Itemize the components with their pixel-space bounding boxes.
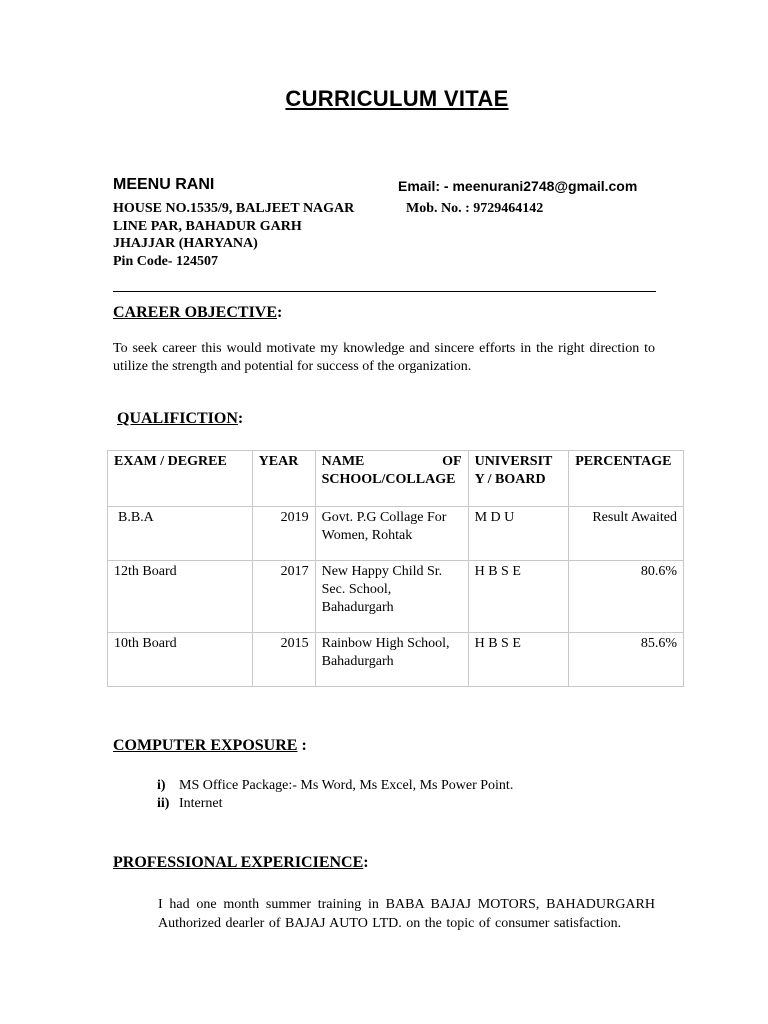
document-title: CURRICULUM VITAE xyxy=(285,86,509,111)
career-objective-text: To seek career this would motivate my knowledge and sincere efforts in the right direction to utilize the strength and potential for success of the organization. xyxy=(113,341,655,374)
table-row xyxy=(108,561,684,633)
address-line: LINE PAR, BAHADUR GARH xyxy=(113,218,302,234)
career-objective-heading xyxy=(113,304,282,322)
cell-year: 2015 xyxy=(252,633,315,687)
computer-skills-list xyxy=(157,777,513,813)
table-row xyxy=(108,507,684,561)
cell-exam: 10th Board xyxy=(108,633,253,687)
header-percentage: PERCENTAGE xyxy=(569,451,684,507)
professional-experience-text: I had one month summer training in BABA BAJAJ MOTORS, BAHADURGARH Authorized dearler of BAJAJ AUTO LTD. on the topic of consumer satisfaction. xyxy=(158,897,655,931)
table-header-row xyxy=(108,451,684,507)
career-heading-label: CAREER OBJECTIVE xyxy=(113,304,278,321)
cell-year: 2019 xyxy=(252,507,315,561)
cell-exam: 12th Board xyxy=(108,561,253,633)
cell-board: H B S E xyxy=(468,633,569,687)
list-item-text: Internet xyxy=(179,796,223,811)
list-item xyxy=(157,777,513,795)
professional-experience-heading xyxy=(113,854,369,872)
header-divider xyxy=(113,291,656,292)
cell-percentage: Result Awaited xyxy=(569,507,684,561)
qualification-heading-colon: : xyxy=(237,410,244,427)
list-marker: ii) xyxy=(157,796,170,811)
cell-percentage: 85.6% xyxy=(569,633,684,687)
header-exam: EXAM / DEGREE xyxy=(108,451,253,507)
mobile-number: Mob. No. : 9729464142 xyxy=(406,201,544,216)
candidate-name: MEENU RANI xyxy=(113,176,215,193)
cell-school: New Happy Child Sr. Sec. School, Bahadurgarh xyxy=(315,561,468,633)
professional-heading-colon: : xyxy=(363,854,369,871)
email-address: Email: - meenurani2748@gmail.com xyxy=(398,178,638,194)
address-line: JHAJJAR (HARYANA) xyxy=(113,236,258,251)
cell-school: Rainbow High School, Bahadurgarh xyxy=(315,633,468,687)
computer-heading-label: COMPUTER EXPOSURE xyxy=(113,737,298,754)
qualification-table xyxy=(107,450,684,687)
qualification-heading-label: QUALIFICTION xyxy=(117,410,238,427)
list-item xyxy=(157,795,513,813)
list-marker: i) xyxy=(157,778,166,793)
cell-school: Govt. P.G Collage For Women, Rohtak xyxy=(315,507,468,561)
qualification-heading xyxy=(117,410,243,428)
postal-address xyxy=(113,200,354,270)
table-row xyxy=(108,633,684,687)
computer-heading-colon: : xyxy=(297,737,307,754)
cell-board: H B S E xyxy=(468,561,569,633)
cell-percentage: 80.6% xyxy=(569,561,684,633)
computer-exposure-heading xyxy=(113,737,307,755)
pin-code: Pin Code- 124507 xyxy=(113,253,218,269)
career-heading-colon: : xyxy=(277,304,283,321)
cell-year: 2017 xyxy=(252,561,315,633)
header-year: YEAR xyxy=(252,451,315,507)
cell-board: M D U xyxy=(468,507,569,561)
professional-heading-label: PROFESSIONAL EXPERICIENCE xyxy=(113,854,364,871)
header-board: UNIVERSITY / BOARD xyxy=(468,451,569,507)
header-school: NAME OF SCHOOL/COLLAGE xyxy=(315,451,468,507)
address-line: HOUSE NO.1535/9, BALJEET NAGAR xyxy=(113,201,355,216)
list-item-text: MS Office Package:- Ms Word, Ms Excel, Ms Power Point. xyxy=(179,778,514,793)
cell-exam: B.B.A xyxy=(108,507,253,561)
